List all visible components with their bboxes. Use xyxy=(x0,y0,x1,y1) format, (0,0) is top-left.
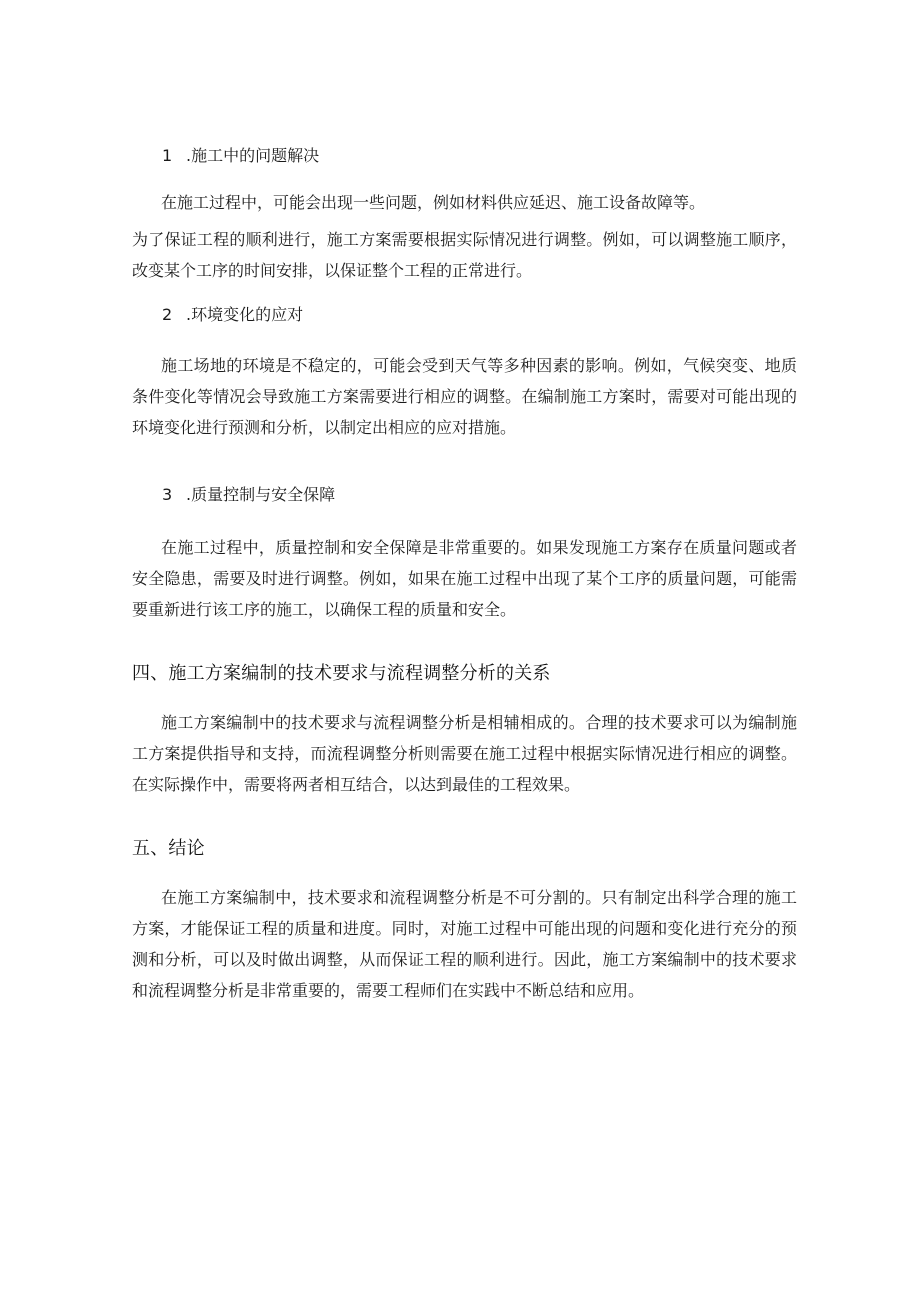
section-4-paragraph: 施工方案编制中的技术要求与流程调整分析是相辅相成的。合理的技术要求可以为编制施工方案提供指导和支持，而流程调整分析则需要在施工过程中根据实际情况进行相应的调整。在实际操作中，需要将两者相互结合，以达到最佳的工程效果。 xyxy=(132,713,797,794)
subsection-2-paragraph: 施工场地的环境是不稳定的，可能会受到天气等多种因素的影响。例如，气候突变、地质条件变化等情况会导致施工方案需要进行相应的调整。在编制施工方案时，需要对可能出现的环境变化进行预测和分析，以制定出相应的应对措施。 xyxy=(132,356,797,437)
subsection-3-title xyxy=(132,484,797,506)
section-4-heading: 四、施工方案编制的技术要求与流程调整分析的关系 xyxy=(132,663,551,684)
subsection-2-number: 2 xyxy=(162,305,173,324)
subsection-1-title-text: .施工中的问题解决 xyxy=(186,146,320,165)
subsection-1-line-1: 在施工过程中，可能会出现一些问题，例如材料供应延迟、施工设备故障等。 xyxy=(161,193,706,212)
subsection-1-paragraph: 为了保证工程的顺利进行，施工方案需要根据实际情况进行调整。例如，可以调整施工顺序，改变某个工序的时间安排，以保证整个工程的正常进行。 xyxy=(132,230,797,280)
section-5-heading: 五、结论 xyxy=(132,838,205,859)
subsection-2-title-text: .环境变化的应对 xyxy=(186,305,304,324)
subsection-1-title xyxy=(132,145,797,167)
subsection-1-number: 1 xyxy=(162,146,173,165)
subsection-3-title-text: .质量控制与安全保障 xyxy=(186,485,336,504)
section-5-paragraph: 在施工方案编制中，技术要求和流程调整分析是不可分割的。只有制定出科学合理的施工方案，才能保证工程的质量和进度。同时，对施工过程中可能出现的问题和变化进行充分的预测和分析，可以及时做出调整，从而保证工程的顺利进行。因此，施工方案编制中的技术要求和流程调整分析是非常重要的，需要工程师们在实践中不断总结和应用。 xyxy=(132,888,797,1000)
subsection-3-number: 3 xyxy=(162,485,173,504)
subsection-2-title xyxy=(132,304,797,326)
subsection-3-paragraph: 在施工过程中，质量控制和安全保障是非常重要的。如果发现施工方案存在质量问题或者安全隐患，需要及时进行调整。例如，如果在施工过程中出现了某个工序的质量问题，可能需要重新进行该工序的施工，以确保工程的质量和安全。 xyxy=(132,538,797,619)
